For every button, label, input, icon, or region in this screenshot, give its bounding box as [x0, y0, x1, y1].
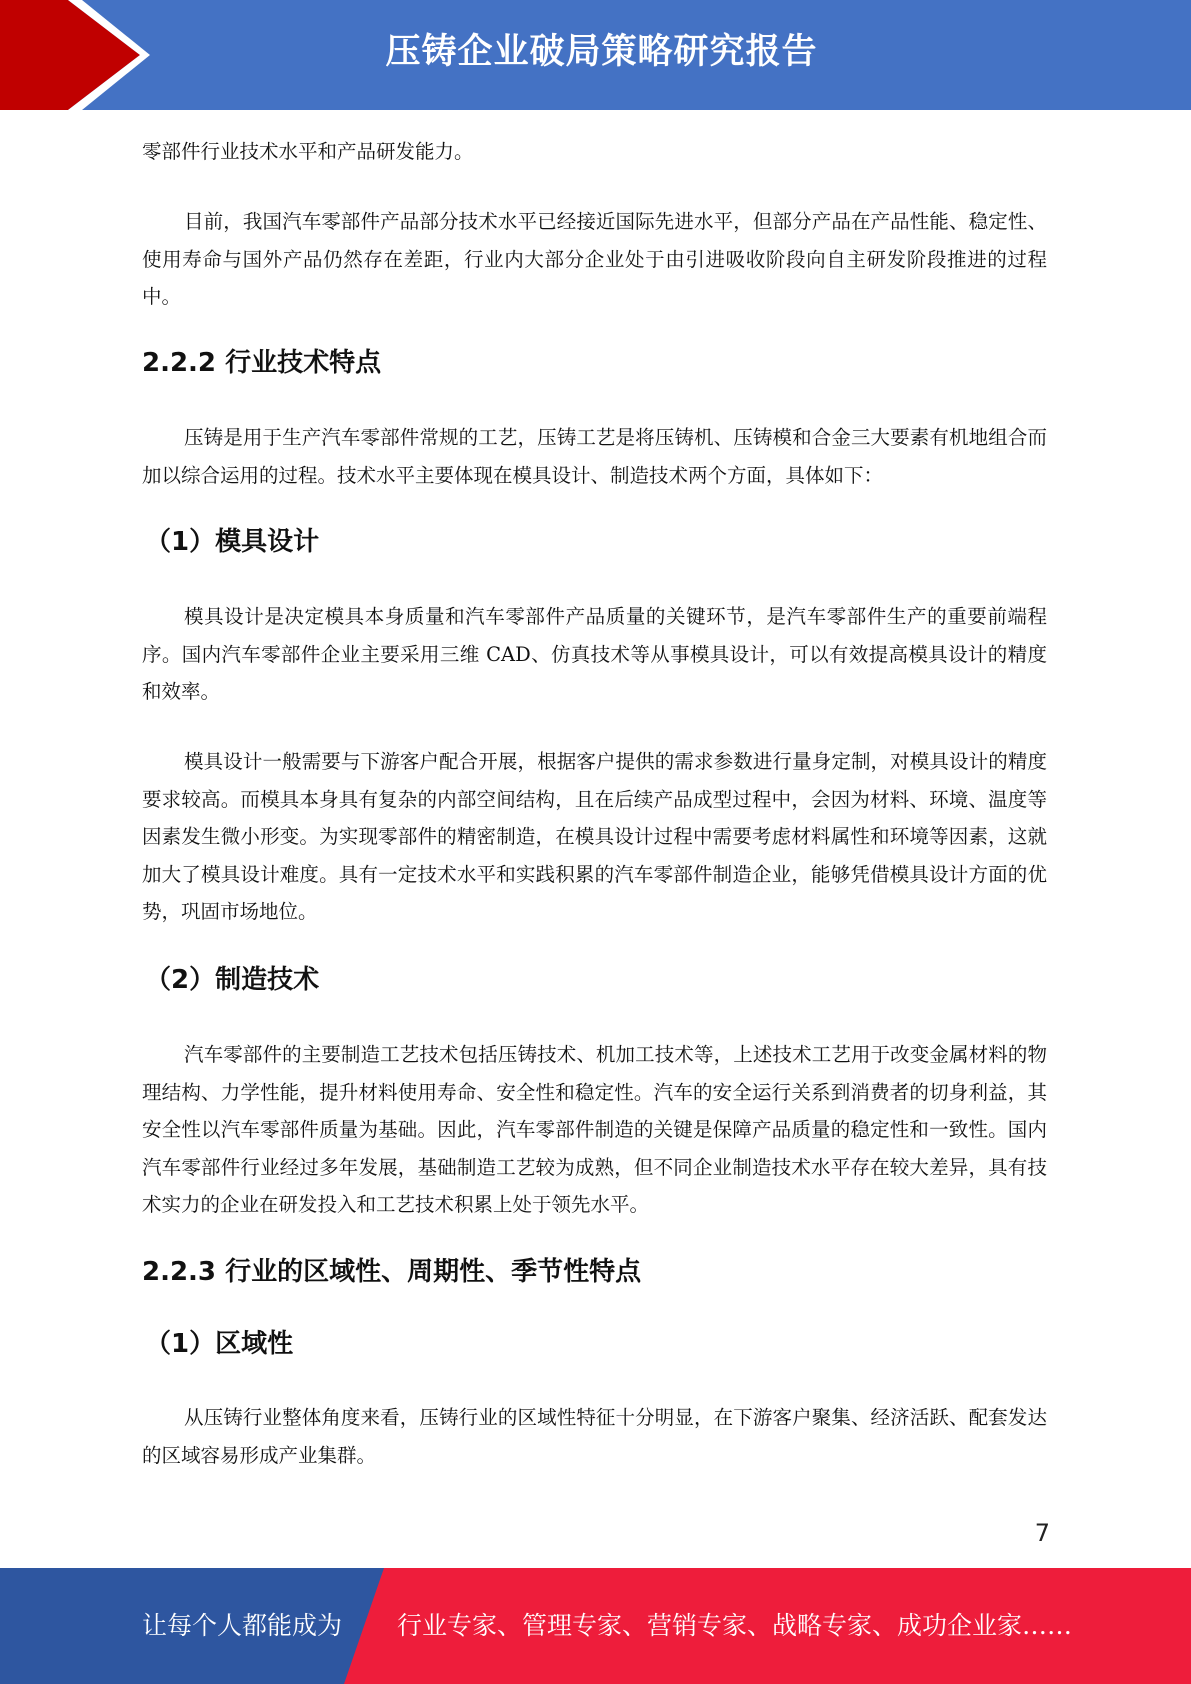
report-title: 压铸企业破局策略研究报告 [385, 32, 818, 72]
paragraph: 从压铸行业整体角度来看，压铸行业的区域性特征十分明显，在下游客户聚集、经济活跃、配套发达的区域容易形成产业集群。 [142, 1406, 1047, 1467]
subsection-heading-mold-design: （1）模具设计 [145, 527, 320, 557]
paragraph: 零部件行业技术水平和产品研发能力。 [142, 140, 474, 163]
paragraph: 目前，我国汽车零部件产品部分技术水平已经接近国际先进水平，但部分产品在产品性能、稳定性、使用寿命与国外产品仍然存在差距，行业内大部分企业处于由引进吸收阶段向自主研发阶段推进的过程中。 [142, 210, 1047, 308]
footer-expert-list: 行业专家、管理专家、营销专家、战略专家、成功企业家…… [397, 1611, 1073, 1640]
subsection-heading-regional: （1）区域性 [145, 1329, 294, 1359]
section-heading-2-2-2: 2.2.2 行业技术特点 [142, 348, 382, 378]
paragraph: 模具设计一般需要与下游客户配合开展，根据客户提供的需求参数进行量身定制，对模具设计的精度要求较高。而模具本身具有复杂的内部空间结构，且在后续产品成型过程中，会因为材料、环境、温度等因素发生微小形变。为实现零部件的精密制造，在模具设计过程中需要考虑材料属性和环境等因素，这就加大了模具设计难度。具有一定技术水平和实践积累的汽车零部件制造企业，能够凭借模具设计方面的优势，巩固市场地位。 [142, 750, 1047, 923]
page-number: 7 [1034, 1519, 1050, 1547]
paragraph: 汽车零部件的主要制造工艺技术包括压铸技术、机加工技术等，上述技术工艺用于改变金属材料的物理结构、力学性能，提升材料使用寿命、安全性和稳定性。汽车的安全运行关系到消费者的切身利益，其安全性以汽车零部件质量为基础。因此，汽车零部件制造的关键是保障产品质量的稳定性和一致性。国内汽车零部件行业经过多年发展，基础制造工艺较为成熟，但不同企业制造技术水平存在较大差异，具有技术实力的企业在研发投入和工艺技术积累上处于领先水平。 [142, 1043, 1047, 1216]
section-heading-2-2-3: 2.2.3 行业的区域性、周期性、季节性特点 [142, 1257, 642, 1287]
paragraph: 模具设计是决定模具本身质量和汽车零部件产品质量的关键环节，是汽车零部件生产的重要前端程序。国内汽车零部件企业主要采用三维 CAD、仿真技术等从事模具设计，可以有效提高模具设计的精度和效率。 [142, 605, 1047, 703]
footer-slogan: 让每个人都能成为 [142, 1611, 343, 1640]
paragraph: 压铸是用于生产汽车零部件常规的工艺，压铸工艺是将压铸机、压铸模和合金三大要素有机地组合而加以综合运用的过程。技术水平主要体现在模具设计、制造技术两个方面，具体如下： [142, 426, 1047, 487]
page-footer [0, 1568, 1191, 1684]
subsection-heading-manufacturing: （2）制造技术 [145, 965, 320, 995]
